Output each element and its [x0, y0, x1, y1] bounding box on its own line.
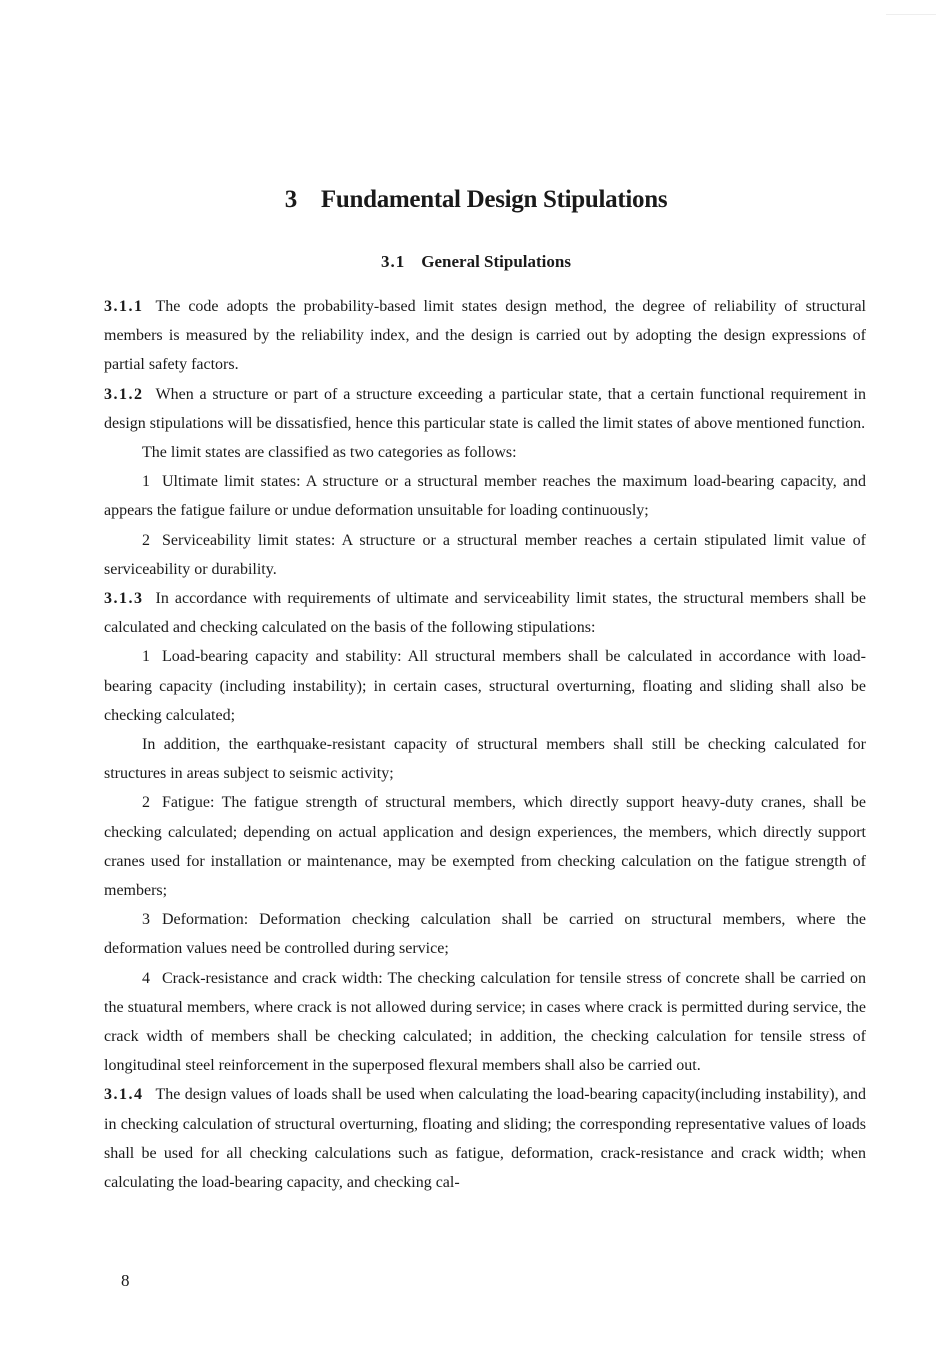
- chapter-title-text: Fundamental Design Stipulations: [320, 186, 668, 213]
- clause-text: The design values of loads shall be used when calculating the load-bearing capacity(including instability), and in checking calculation of structural overturning, floating and sliding; the corresponding representative values of loads shall be used for all checking calculations such as fatigue, deformation, crack-resistance and crack width; when calculating the load-bearing capacity, and checking cal-: [104, 1086, 866, 1192]
- item-text: Serviceability limit states: A structure or a structural member reaches a certain stipulated limit value of serviceability or durability.: [104, 531, 866, 578]
- clause-3-1-1: [104, 292, 866, 380]
- item-text: Fatigue: The fatigue strength of structural members, which directly support heavy-duty cranes, shall be checking calculated; depending on actual application and design experiences, the members, which directly support cranes used for installation or maintenance, may be exempted from checking calculation on the fatigue strength of members;: [104, 794, 866, 900]
- paragraph-text: The limit states are classified as two categories as follows:: [142, 444, 517, 462]
- clause-3-1-3: [104, 584, 866, 642]
- clause-3-1-2: [104, 380, 866, 438]
- chapter-title: [0, 186, 952, 214]
- item-number: 1: [142, 473, 150, 491]
- item-number: 3: [142, 911, 150, 929]
- clause-text: In accordance with requirements of ultimate and serviceability limit states, the structural members shall be calculated and checking calculated on the basis of the following stipulations:: [104, 590, 866, 637]
- paragraph: [104, 730, 866, 788]
- item-number: 4: [142, 969, 150, 987]
- body-text: [104, 292, 866, 1197]
- clause-text: When a structure or part of a structure exceeding a particular state, that a certain functional requirement in design stipulations will be dissatisfied, hence this particular state is called the limit states of above mentioned function.: [104, 385, 866, 432]
- clause-number: 3.1.3: [104, 590, 144, 608]
- paragraph-text: In addition, the earthquake-resistant capacity of structural members shall still be checking calculated for structures in areas subject to seismic activity;: [104, 736, 866, 783]
- paragraph: [104, 438, 866, 467]
- clause-number: 3.1.4: [104, 1086, 144, 1104]
- chapter-number: 3: [284, 186, 297, 213]
- clause-text: The code adopts the probability-based limit states design method, the degree of reliability of structural members is measured by the reliability index, and the design is carried out by adopting the design expressions of partial safety factors.: [104, 298, 866, 374]
- scan-mark: [886, 14, 936, 15]
- clause-number: 3.1.2: [104, 385, 144, 403]
- page-number: 8: [121, 1271, 130, 1290]
- list-item: [104, 467, 866, 525]
- list-item: [104, 788, 866, 905]
- item-text: Ultimate limit states: A structure or a structural member reaches the maximum load-bearing capacity, and appears the fatigue failure or undue deformation unsuitable for loading continuously;: [104, 473, 866, 520]
- section-title-text: General Stipulations: [421, 252, 571, 271]
- list-item: [104, 526, 866, 584]
- clause-number: 3.1.1: [104, 298, 144, 315]
- list-item: [104, 905, 866, 963]
- list-item: [104, 964, 866, 1081]
- item-number: 1: [142, 648, 150, 666]
- section-number: 3.1: [381, 252, 406, 271]
- section-title: [0, 252, 952, 272]
- item-number: 2: [142, 794, 150, 812]
- item-text: Deformation: Deformation checking calculation shall be carried on structural members, where the deformation values need be controlled during service;: [104, 911, 866, 958]
- item-text: Load-bearing capacity and stability: All structural members shall be calculated in accordance with load-bearing capacity (including instability); in certain cases, structural overturning, floating and sliding shall also be checking calculated;: [104, 648, 866, 724]
- item-text: Crack-resistance and crack width: The checking calculation for tensile stress of concrete shall be carried on the stuatural members, where crack is not allowed during service; in cases where crack is permitted during service, the crack width of members shall be checking calculated; in addition, the checking calculation for tensile stress of longitudinal steel reinforcement in the superposed flexural members shall also be carried out.: [104, 969, 866, 1075]
- clause-3-1-4: [104, 1080, 866, 1197]
- list-item: [104, 642, 866, 730]
- item-number: 2: [142, 531, 150, 549]
